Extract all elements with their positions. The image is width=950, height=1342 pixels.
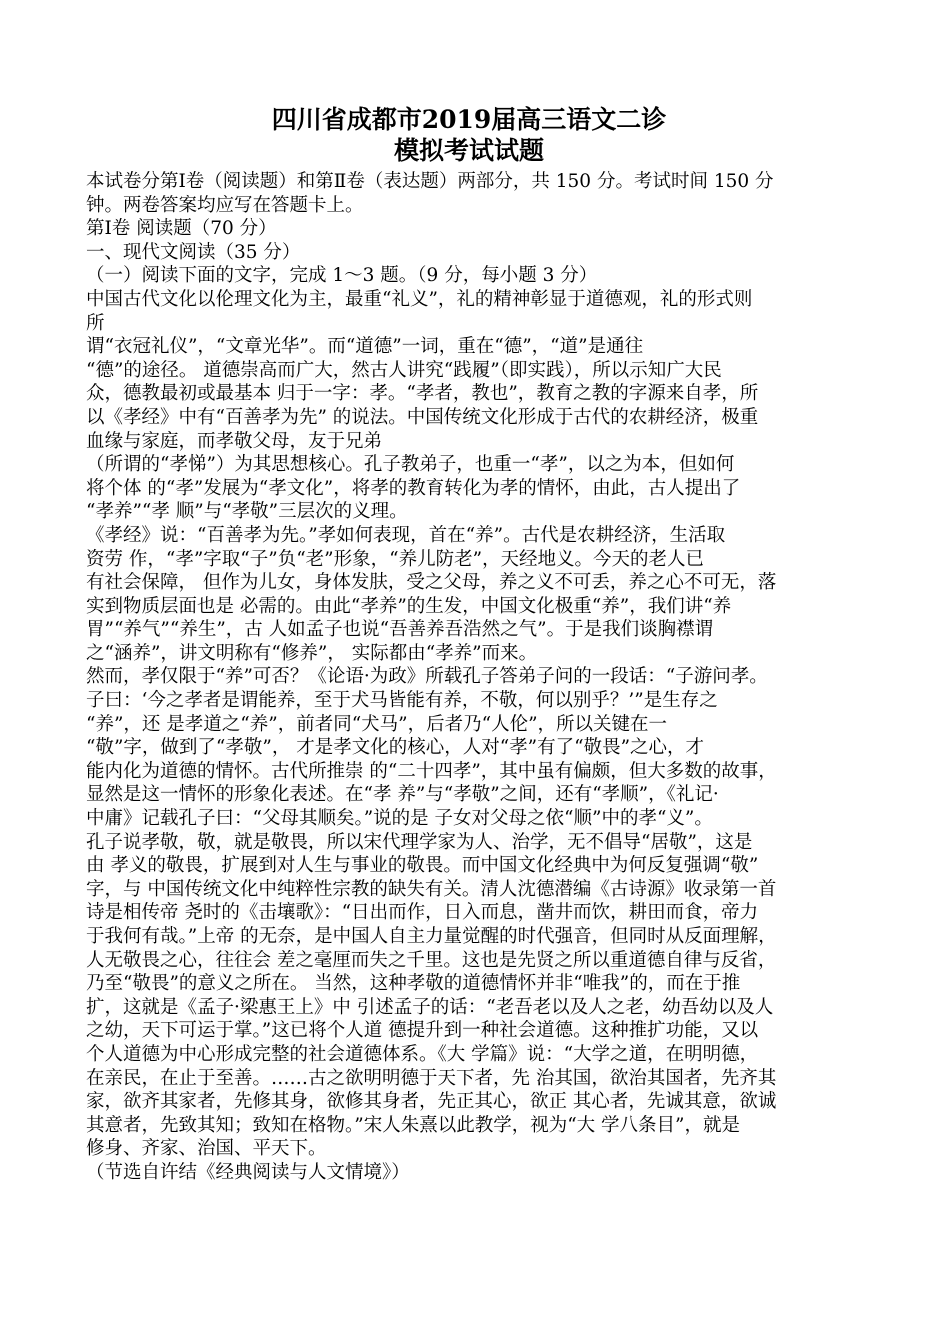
text-line: 乃至“敬畏”的意义之所在。 当然，这种孝敬的道德情怀并非“唯我”的，而在于推 <box>86 973 741 995</box>
text-line: 一、现代文阅读（35 分） <box>86 241 301 263</box>
text-line: 第Ⅰ卷 阅读题（70 分） <box>86 218 277 240</box>
text-line: 显然是这一情怀的形象化表述。在“孝 养”与“孝敬”之间，还有“孝顺”，《礼记· <box>86 784 719 806</box>
text-line: 人无敬畏之心，往往会 差之毫厘而失之千里。这也是先贤之所以重道德自律与反省， <box>86 949 777 971</box>
text-line: 实到物质层面也是 必需的。由此“孝养”的生发，中国文化极重“养”，我们讲“养 <box>86 595 732 617</box>
text-line: （节选自许结《经典阅读与人文情境》） <box>86 1161 410 1183</box>
text-line: 在亲民，在止于至善。……古之欲明明德于天下者，先 治其国，欲治其国者，先齐其 <box>86 1067 777 1089</box>
text-line: 扩，这就是《孟子·梁惠王上》中 引述孟子的话：“老吾老以及人之老，幼吾幼以及人 <box>86 996 774 1018</box>
text-line: 中国古代文化以伦理文化为主，最重“礼义”，礼的精神彰显于道德观，礼的形式则 <box>86 288 753 310</box>
text-line: 然而，孝仅限于“养”可否？《论语·为政》所载孔子答弟子问的一段话：“子游问孝。 <box>86 666 768 688</box>
text-line: 以《孝经》中有“百善孝为先” 的说法。中国传统文化形成于古代的农耕经济，极重 <box>86 406 759 428</box>
text-line: 血缘与家庭，而孝敬父母，友于兄弟 <box>86 430 383 452</box>
text-line: 之幼，天下可运于掌。”这已将个人道 德提升到一种社会道德。这种推扩功能，又以 <box>86 1020 759 1042</box>
text-line: “敬”字，做到了“孝敬”， 才是孝文化的核心，人对“孝”有了“敬畏”之心，才 <box>86 737 705 759</box>
text-line: 子曰：‘今之孝者是谓能养，至于犬马皆能有养，不敬，何以别乎？’”是生存之 <box>86 690 718 712</box>
text-line: 资劳 作，“孝”字取“子”负“老”形象，“养儿防老”，天经地义。今天的老人已 <box>86 548 705 570</box>
text-line: 有社会保障， 但作为儿女，身体发肤，受之父母，养之义不可丢，养之心不可无，落 <box>86 572 777 594</box>
text-line: 孔子说孝敬，敬，就是敬畏，所以宋代理学家为人、治学，无不倡导“居敬”，这是 <box>86 831 753 853</box>
text-line: 诗是相传帝 尧时的《击壤歌》：“日出而作，日入而息，凿井而饮，耕田而食，帝力 <box>86 902 759 924</box>
text-line: 个人道德为中心形成完整的社会道德体系。《大 学篇》说：“大学之道，在明明德， <box>86 1043 759 1065</box>
document-body <box>86 170 852 1185</box>
document-page <box>86 104 852 1185</box>
text-line: 其意者，先致其知；致知在格物。”宋人朱熹以此教学，视为“大 学八条目”，就是 <box>86 1114 741 1136</box>
text-line: 将个体 的“孝”发展为“孝文化”，将孝的教育转化为孝的情怀，由此，古人提出了 <box>86 477 741 499</box>
text-line: （一）阅读下面的文字，完成 1～3 题。（9 分，每小题 3 分） <box>86 265 598 287</box>
text-line: “孝养”“孝 顺”与“孝敬”三层次的义理。 <box>86 501 408 523</box>
document-title-line2: 模拟考试试题 <box>393 136 544 165</box>
text-line: 字，与 中国传统文化中纯粹性宗教的缺失有关。清人沈德潜编《古诗源》收录第一首 <box>86 878 777 900</box>
document-title-line1: 四川省成都市2019届高三语文二诊 <box>271 105 667 134</box>
text-line: 众，德教最初或最基本 归于一字：孝。“孝者，教也”，教育之教的字源来自孝，所 <box>86 383 759 405</box>
text-line: 所 <box>86 312 105 334</box>
text-line: 本试卷分第Ⅰ卷（阅读题）和第Ⅱ卷（表达题）两部分，共 150 分。考试时间 150 分 <box>86 171 774 192</box>
text-line: 之“涵养”，讲文明称有“修养”， 实际都由“孝养”而来。 <box>86 642 538 664</box>
text-line: 中庸》记载孔子曰：“父母其顺矣。”说的是 子女对父母之依“顺”中的孝“义”。 <box>86 808 713 830</box>
text-line: “养”，还 是孝道之“养”，前者同“犬马”，后者乃“人伦”，所以关键在一 <box>86 713 668 735</box>
text-line: 《孝经》说：“百善孝为先。”孝如何表现，首在“养”。古代是农耕经济，生活取 <box>86 524 726 546</box>
text-line: 家，欲齐其家者，先修其身，欲修其身者，先正其心，欲正 其心者，先诚其意，欲诚 <box>86 1091 777 1113</box>
text-line: （所谓的“孝悌”）为其思想核心。孔子教弟子，也重一“孝”，以之为本，但如何 <box>86 454 735 476</box>
text-line: 能内化为道德的情怀。古代所推崇 的“二十四孝”，其中虽有偏颇，但大多数的故事， <box>86 760 777 782</box>
text-line: 谓“衣冠礼仪”，“文章光华”。而“道德”一词，重在“德”，“道”是通往 <box>86 336 644 358</box>
text-line: 于我何有哉。”上帝 的无奈，是中国人自主力量觉醒的时代强音，但同时从反面理解， <box>86 926 777 947</box>
text-line: 由 孝义的敬畏，扩展到对人生与事业的敬畏。而中国文化经典中为何反复强调“敬” <box>86 855 759 877</box>
text-line: 胃”“养气”“养生”，古 人如孟子也说“吾善养吾浩然之气”。于是我们谈胸襟谓 <box>86 619 714 641</box>
text-line: “德”的途径。 道德崇高而广大，然古人讲究“践履”（即实践），所以示知广大民 <box>86 359 722 381</box>
text-line: 修身、齐家、治国、平天下。 <box>86 1138 327 1160</box>
text-line: 钟。两卷答案均应写在答题卡上。 <box>86 194 364 216</box>
